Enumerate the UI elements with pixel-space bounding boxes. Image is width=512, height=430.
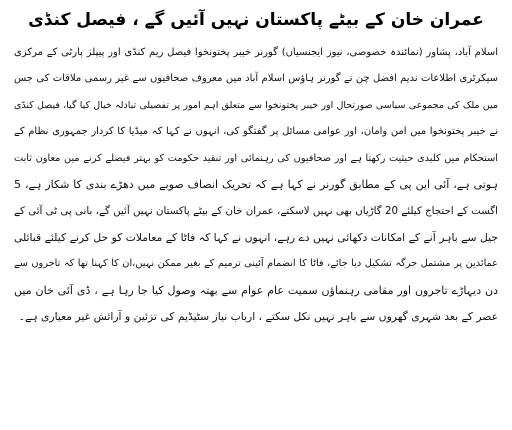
article-line: اسلام آباد، پشاور (نمائندہ خصوصی، نیوز ایجنسیاں) گورنر خیبر پختونخوا فیصل ریم کنڈی اور پیپلز پارٹی کے مرکزی	[14, 47, 498, 58]
article-line: ہوتی ہے، آئی این پی کے مطابق گورنر نے کہا ہے کہ تحریک انصاف صوبے میں دھڑے بندی کا شکار ہے، 5	[14, 177, 498, 191]
article-headline: عمران خان کے بیٹے پاکستان نہیں آئیں گے ، فیصل کنڈی	[28, 10, 484, 30]
article-line: جیل سے باہر آنے کے امکانات دکھائی نہیں دے رہے، انہوں نے کہا کہ فاٹا کے معاملات کو حل کرنے کیلئے قبائلی	[14, 230, 498, 244]
article-body	[14, 40, 498, 330]
article-line: عمائدین پر مشتمل جرگہ تشکیل دیا جائے، فاٹا کا انضمام آئینی ترمیم کے بغیر ممکن نہیں،ان کا کہنا تھا کہ تاجروں سے	[14, 258, 498, 270]
article-line: استحکام میں کلیدی حیثیت رکھتا ہے اور صحافیوں کی رہنمائی اور تنقید حکومت کو بہتر فیصلے کرنے میں معاون ثابت	[14, 152, 498, 164]
article-line: دن دیہاڑے تاجروں اور مقامی رہنماؤں سمیت عام عوام سے بھتہ وصول کیا جا رہا ہے ، ڈی آئی خان میں	[14, 283, 498, 297]
article-line: اگست کے احتجاج کیلئے 20 گاڑیاں بھی نہیں لاسکتے، عمران خان کے بیٹے پاکستان نہیں آئیں گے، بانی پی ٹی آئی کے	[14, 205, 498, 218]
article-line: میں ملک کی مجموعی سیاسی صورتحال اور خیبر پختونخوا سے متعلق اہم امور پر تفصیلی تبادلہ خیال کیا گیا، فیصل کنڈی	[14, 99, 498, 111]
article-line: سیکرٹری اطلاعات ندیم افضل چن نے گورنر ہاؤس اسلام آباد میں معروف صحافیوں سے غیر رسمی ملاقات کی جس	[14, 73, 498, 85]
article-line: عصر کے بعد شہری گھروں سے باہر نہیں نکل سکتے ، ارباب نیاز سٹیڈیم کی تزئین و آرائش غیر معیاری ہے۔	[18, 309, 498, 323]
article-line: نے خیبر پختونخوا میں امن وامان، اور عوامی مسائل پر گفتگو کی، انہوں نے کہا کہ میڈیا کا کردار جمہوری نظام کے	[14, 126, 498, 138]
